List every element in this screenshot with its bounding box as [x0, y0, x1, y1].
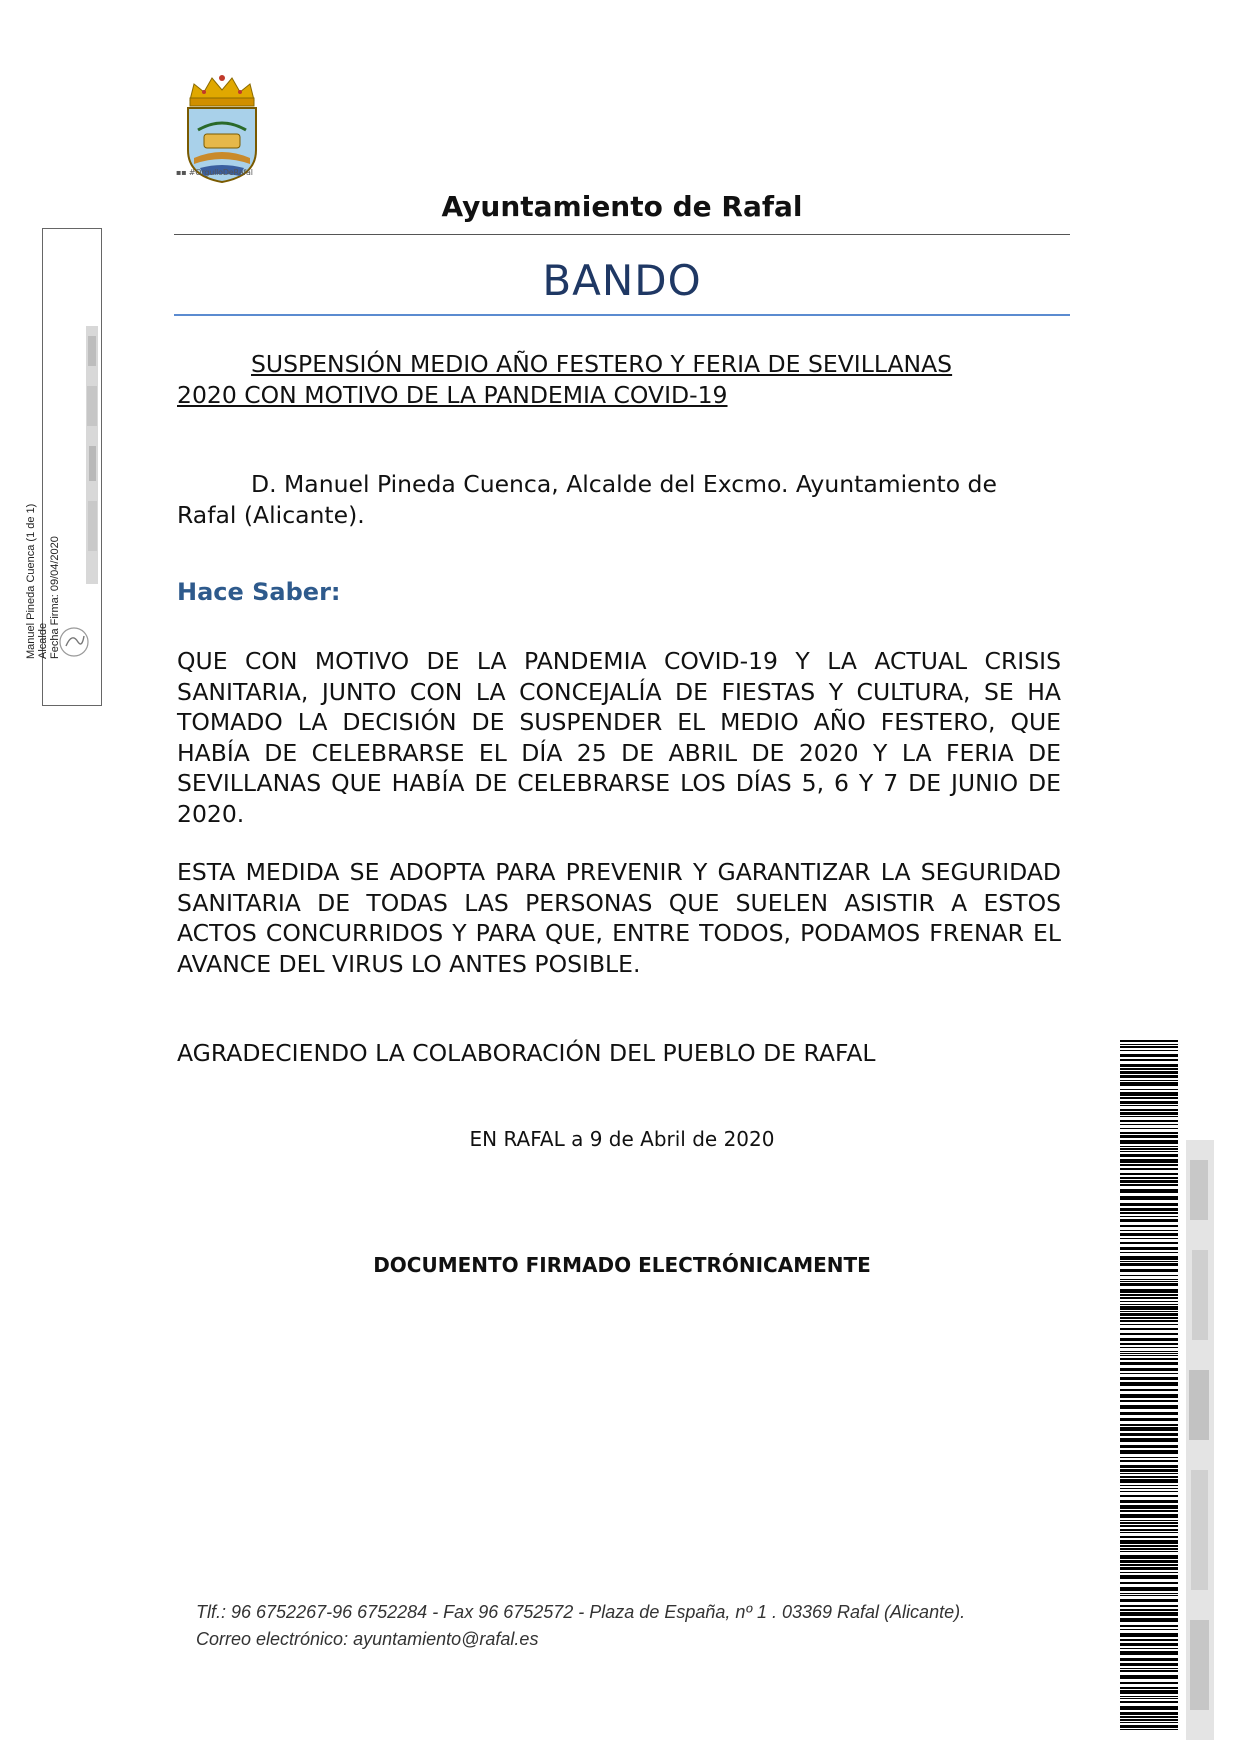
document-type-title: BANDO	[542, 256, 702, 305]
intro-line-1: D. Manuel Pineda Cuenca, Alcalde del Excmo. Ayuntamiento de	[251, 470, 997, 498]
paragraph-decision: QUE CON MOTIVO DE LA PANDEMIA COVID-19 Y LA ACTUAL CRISIS SANITARIA, JUNTO CON LA CONCEJALÍA DE FIESTAS Y CULTURA, SE HA TOMADO LA DECISIÓN DE SUSPENDER EL MEDIO AÑO FESTERO, QUE HABÍA DE CELEBRARSE EL DÍA 25 DE ABRIL DE 2020 Y LA FERIA DE SEVILLANAS QUE HABÍA DE CELEBRARSE LOS DÍAS 5, 6 Y 7 DE JUNIO DE 2020.	[177, 647, 1061, 828]
signed-electronically-line: DOCUMENTO FIRMADO ELECTRÓNICAMENTE	[373, 1253, 871, 1277]
header-divider	[174, 234, 1070, 235]
signature-stamp-icon	[56, 624, 92, 660]
signer-name: Manuel Pineda Cuenca (1 de 1)	[25, 503, 37, 659]
subject-line-1: SUSPENSIÓN MEDIO AÑO FESTERO Y FERIA DE SEVILLANAS	[251, 350, 953, 378]
paragraph-measure: ESTA MEDIDA SE ADOPTA PARA PREVENIR Y GARANTIZAR LA SEGURIDAD SANITARIA DE TODAS LAS PERSONAS QUE SUELEN ASISTIR A ESTOS ACTOS CONCURRIDOS Y PARA QUE, ENTRE TODOS, PODAMOS FRENAR EL AVANCE DEL VIRUS LO ANTES POSIBLE.	[177, 858, 1061, 978]
footer-email: Correo electrónico: ayuntamiento@rafal.es	[196, 1629, 539, 1649]
signature-date: Fecha Firma: 09/04/2020	[49, 536, 61, 659]
intro-line-2: Rafal (Alicante).	[177, 500, 365, 529]
title-divider	[174, 314, 1070, 316]
intro-paragraph	[177, 469, 1057, 530]
social-hashtag: ▪▪ #OrgulloDeRafal	[176, 168, 253, 177]
footer-contact	[196, 1599, 965, 1653]
barcode-icon	[1120, 1040, 1178, 1730]
footer-phone-address: Tlf.: 96 6752267-96 6752284 - Fax 96 6752572 - Plaza de España, nº 1 . 03369 Rafal (Alicante).	[196, 1602, 966, 1622]
subject-line-2: 2020 CON MOTIVO DE LA PANDEMIA COVID-19	[177, 380, 728, 409]
paragraph-thanks: AGRADECIENDO LA COLABORACIÓN DEL PUEBLO DE RAFAL	[177, 1039, 876, 1067]
signer-role: Alcalde	[37, 622, 49, 659]
subject-heading	[177, 349, 1057, 410]
blurred-verification-code	[1186, 1140, 1214, 1740]
hace-saber-heading: Hace Saber:	[177, 578, 341, 606]
signature-info	[25, 359, 75, 659]
blurred-signature-code	[86, 326, 98, 584]
organization-name: Ayuntamiento de Rafal	[441, 190, 803, 223]
date-line: EN RAFAL a 9 de Abril de 2020	[469, 1127, 775, 1151]
